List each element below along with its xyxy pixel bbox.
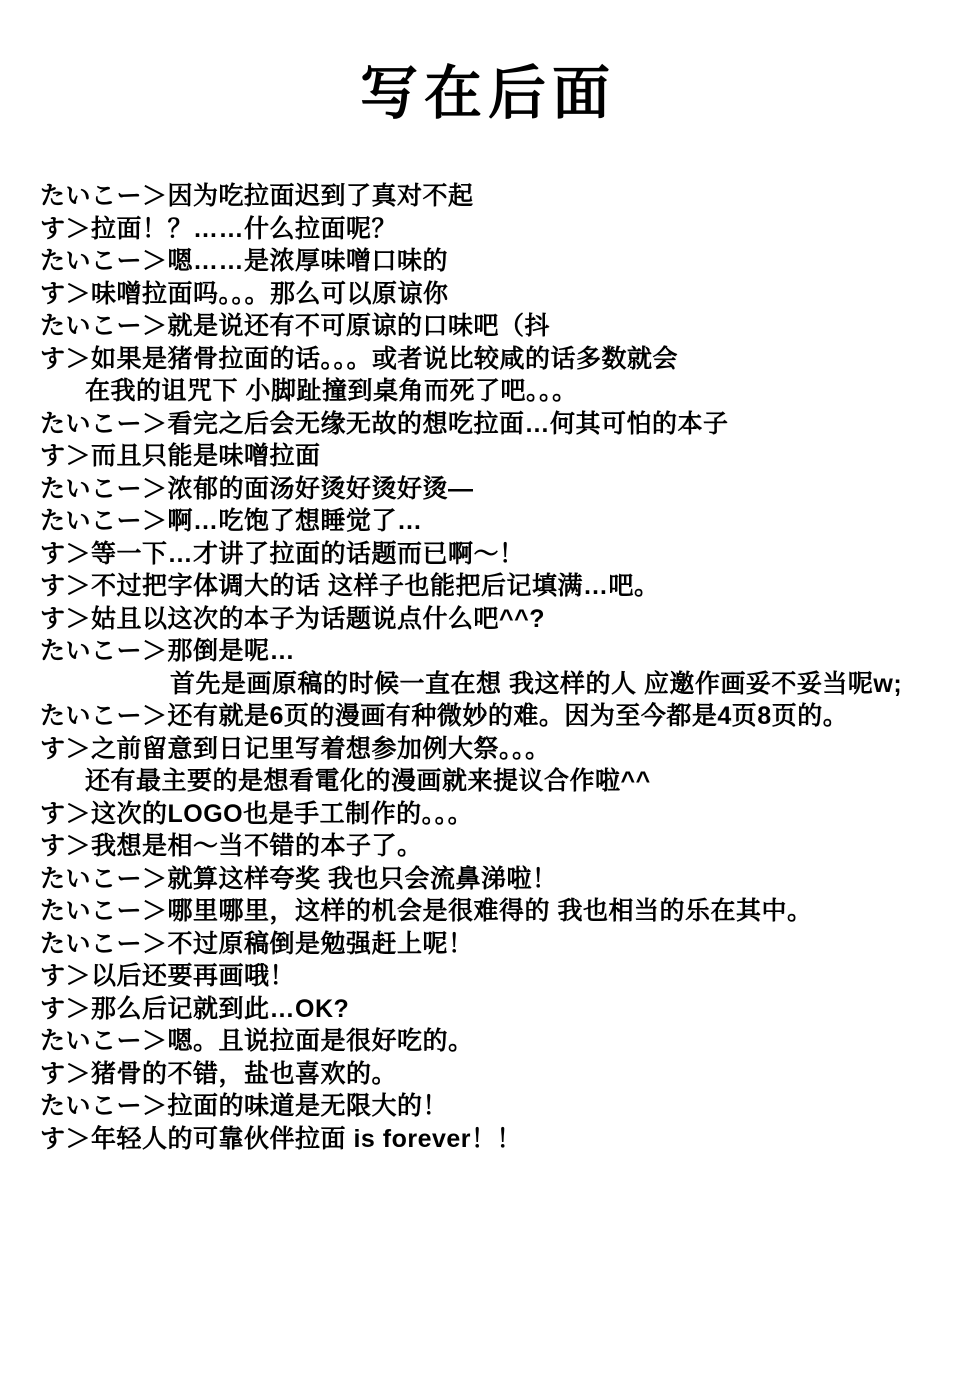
dialogue-lines [0, 180, 976, 1155]
dialogue-line: たいこー＞就是说还有不可原谅的口味吧（抖 [40, 312, 551, 340]
dialogue-line: たいこー＞浓郁的面汤好烫好烫好烫— [40, 474, 474, 503]
dialogue-line: たいこー＞嗯……是浓厚味噌口味的 [40, 247, 449, 275]
page-title: 写在后面 [359, 61, 616, 126]
dialogue-line: たいこー＞还有就是6页的漫画有种微妙的难。因为至今都是4页8页的。 [40, 702, 849, 730]
dialogue-line: たいこー＞哪里哪里，这样的机会是很难得的 我也相当的乐在其中。 [40, 897, 813, 925]
dialogue-line: す＞而且只能是味噌拉面 [40, 442, 321, 470]
dialogue-line: たいこー＞不过原稿倒是勉强赶上呢！ [40, 929, 474, 958]
dialogue-line: たいこー＞那倒是呢… [40, 637, 296, 665]
dialogue-line: す＞味噌拉面吗。。。那么可以原谅你 [40, 279, 449, 308]
dialogue-line: す＞等一下…才讲了拉面的话题而已啊～！ [40, 539, 525, 568]
dialogue-line: す＞如果是猪骨拉面的话。。。或者说比较咸的话多数就会 [40, 344, 679, 373]
dialogue-line: 在我的诅咒下 小脚趾撞到桌角而死了吧。。。 [85, 377, 578, 405]
dialogue-line: たいこー＞拉面的味道是无限大的！ [40, 1092, 449, 1120]
dialogue-line: す＞之前留意到日记里写着想参加例大祭。。。 [40, 734, 551, 763]
dialogue-line: す＞那么后记就到此…OK? [40, 994, 350, 1023]
dialogue-line: たいこー＞就算这样夸奖 我也只会流鼻涕啦！ [40, 864, 558, 893]
dialogue-line: す＞猪骨的不错，盐也喜欢的。 [40, 1059, 398, 1088]
dialogue-line: 还有最主要的是想看電化的漫画就来提议合作啦^^ [85, 767, 651, 795]
dialogue-line: す＞我想是相～当不错的本子了。 [40, 832, 423, 860]
dialogue-line: す＞以后还要再画哦！ [40, 962, 296, 990]
dialogue-line: たいこー＞嗯。且说拉面是很好吃的。 [40, 1027, 474, 1055]
dialogue-line: たいこー＞啊…吃饱了想睡觉了… [40, 507, 423, 535]
dialogue-line: す＞这次的LOGO也是手工制作的。。。 [40, 799, 474, 828]
dialogue-line: す＞年轻人的可靠伙伴拉面 is forever！！ [40, 1124, 523, 1153]
dialogue-line: す＞拉面！？……什么拉面呢？ [40, 214, 398, 243]
dialogue-line: たいこー＞看完之后会无缘无故的想吃拉面…何其可怕的本子 [40, 409, 729, 438]
dialogue-line: す＞不过把字体调大的话 这样子也能把后记填满…吧。 [40, 572, 660, 600]
dialogue-line: す＞姑且以这次的本子为话题说点什么吧^^? [40, 604, 545, 633]
dialogue-line: たいこー＞因为吃拉面迟到了真对不起 [40, 182, 474, 210]
dialogue-line: 首先是画原稿的时候一直在想 我这样的人 应邀作画妥不妥当呢w; [170, 669, 903, 698]
